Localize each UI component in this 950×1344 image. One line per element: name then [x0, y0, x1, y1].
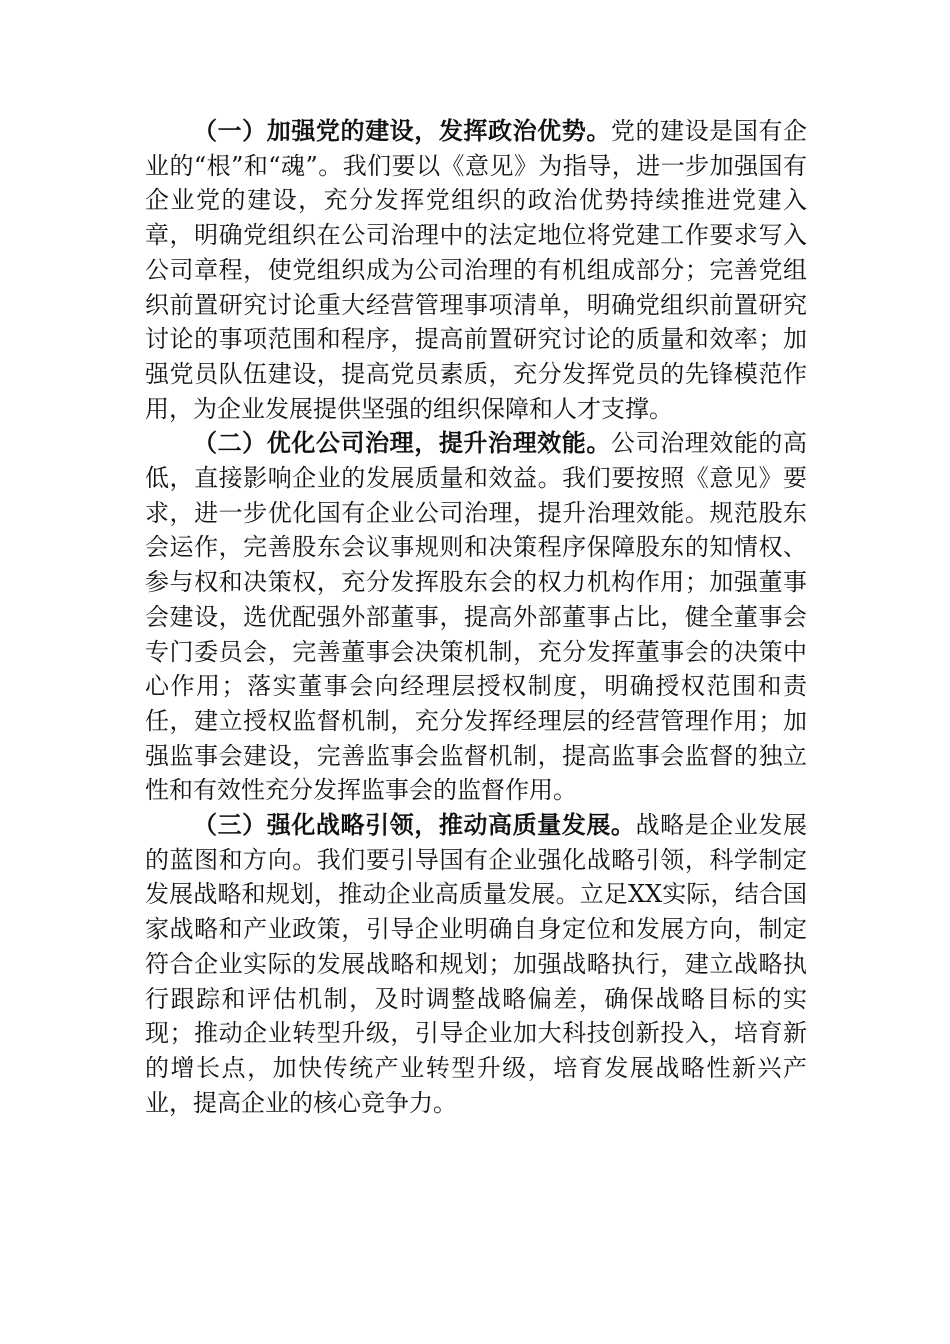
paragraph-text: 公司治理效能的高低，直接影响企业的发展质量和效益。我们要按照《意见》要求，进一步优化国有企业公司治理，提升治理效能。规范股东会运作，完善股东会议事规则和决策程序保障股东的知情权、参与权和决策权，充分发挥股东会的权力机构作用；加强董事会建设，选优配强外部董事，提高外部董事占比，健全董事会专门委员会，完善董事会决策机制，充分发挥董事会的决策中心作用；落实董事会向经理层授权制度，明确授权范围和责任，建立授权监督机制，充分发挥经理层的经营管理作用；加强监事会建设，完善监事会监督机制，提高监事会监督的独立性和有效性充分发挥监事会的监督作用。 — [145, 429, 808, 805]
paragraph-party-building — [145, 114, 807, 426]
document-body — [145, 114, 807, 1120]
paragraph-strategy — [145, 808, 807, 1120]
paragraph-corporate-governance — [145, 426, 807, 808]
paragraph-heading: （二）优化公司治理，提升治理效能。 — [193, 428, 611, 458]
paragraph-heading: （一）加强党的建设，发挥政治优势。 — [193, 116, 611, 145]
paragraph-text: 战略是企业发展的蓝图和方向。我们要引导国有企业强化战略引领，科学制定发展战略和规划，推动企业高质量发展。立足XX实际，结合国家战略和产业政策，引导企业明确自身定位和发展方向，制定符合企业实际的发展战略和规划；加强战略执行，建立战略执行跟踪和评估机制，及时调整战略偏差，确保战略目标的实现；推动企业转型升级，引导企业加大科技创新投入，培育新的增长点，加快传统产业转型升级，培育发展战略性新兴产业，提高企业的核心竞争力。 — [145, 811, 807, 1117]
paragraph-heading: （三）强化战略引领，推动高质量发展。 — [193, 810, 636, 840]
paragraph-text: 党的建设是国有企业的“根”和“魂”。我们要以《意见》为指导，进一步加强国有企业党的建设，充分发挥党组织的政治优势持续推进党建入章，明确党组织在公司治理中的法定地位将党建工作要求写入公司章程，使党组织成为公司治理的有机组成部分；完善党组织前置研究讨论重大经营管理事项清单，明确党组织前置研究讨论的事项范围和程序，提高前置研究讨论的质量和效率；加强党员队伍建设，提高党员素质，充分发挥党员的先锋模范作用，为企业发展提供坚强的组织保障和人才支撑。 — [145, 117, 808, 423]
